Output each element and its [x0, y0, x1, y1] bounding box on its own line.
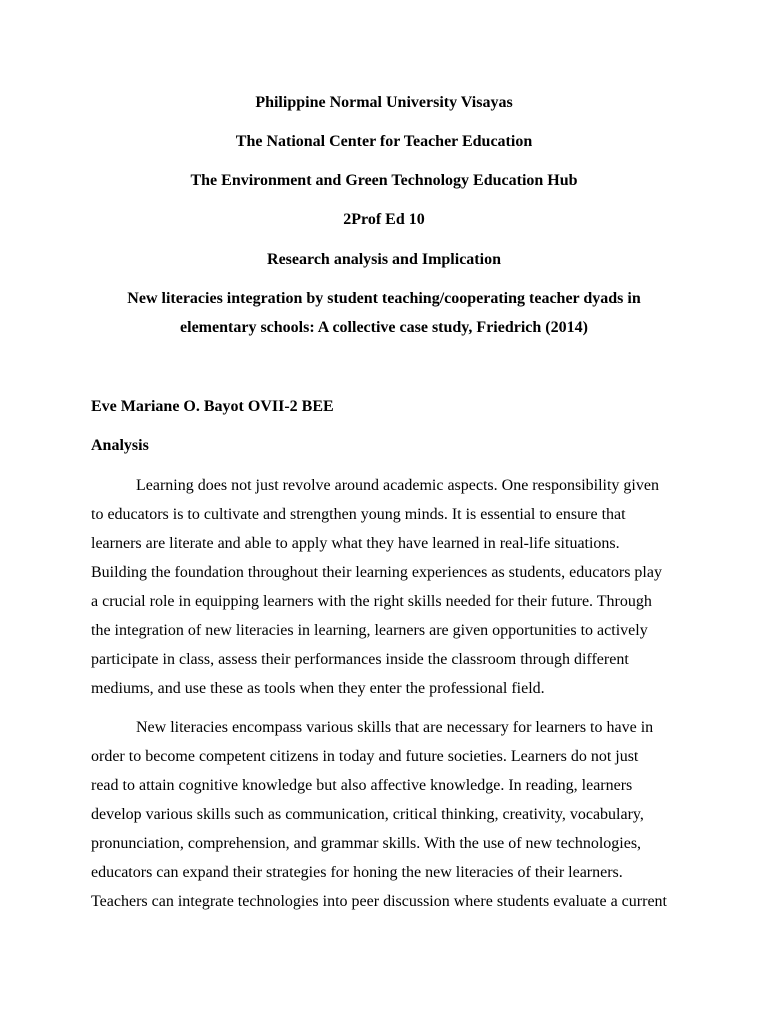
- paragraph-line: New literacies encompass various skills that are necessary for learners to have in: [136, 719, 654, 736]
- paragraph-line: the integration of new literacies in learning, learners are given opportunities to actively: [91, 622, 648, 639]
- paragraph-line: to educators is to cultivate and strengthen young minds. It is essential to ensure that: [91, 506, 626, 523]
- course-code: 2Prof Ed 10: [343, 211, 425, 228]
- paragraph-line: mediums, and use these as tools when they enter the professional field.: [91, 680, 545, 697]
- paragraph-line: participate in class, assess their performances inside the classroom through different: [91, 651, 629, 668]
- paragraph-line: Building the foundation throughout their learning experiences as students, educators play: [91, 564, 662, 581]
- paragraph-line: develop various skills such as communication, critical thinking, creativity, vocabulary,: [91, 806, 644, 823]
- study-title-line: elementary schools: A collective case study, Friedrich (2014): [180, 319, 588, 336]
- paragraph-line: a crucial role in equipping learners with the right skills needed for their future. Through: [91, 593, 652, 610]
- paragraph-line: Learning does not just revolve around academic aspects. One responsibility given: [136, 477, 659, 494]
- hub-name: The Environment and Green Technology Education Hub: [190, 172, 578, 189]
- center-name: The National Center for Teacher Education: [235, 133, 533, 150]
- activity-title: Research analysis and Implication: [267, 251, 501, 268]
- section-heading: Analysis: [91, 437, 149, 454]
- study-title-line: New literacies integration by student teaching/cooperating teacher dyads in: [127, 290, 641, 307]
- paragraph-line: learners are literate and able to apply what they have learned in real-life situations.: [91, 535, 620, 552]
- paragraph-line: pronunciation, comprehension, and grammar skills. With the use of new technologies,: [91, 835, 642, 852]
- author-line: Eve Mariane O. Bayot OVII-2 BEE: [91, 398, 334, 415]
- paragraph-line: educators can expand their strategies for honing the new literacies of their learners.: [91, 864, 623, 881]
- paragraph-line: order to become competent citizens in today and future societies. Learners do not just: [91, 748, 639, 765]
- paragraph-line: Teachers can integrate technologies into peer discussion where students evaluate a current: [91, 893, 667, 910]
- paragraph-line: read to attain cognitive knowledge but also affective knowledge. In reading, learners: [91, 777, 633, 794]
- university-name: Philippine Normal University Visayas: [255, 94, 513, 111]
